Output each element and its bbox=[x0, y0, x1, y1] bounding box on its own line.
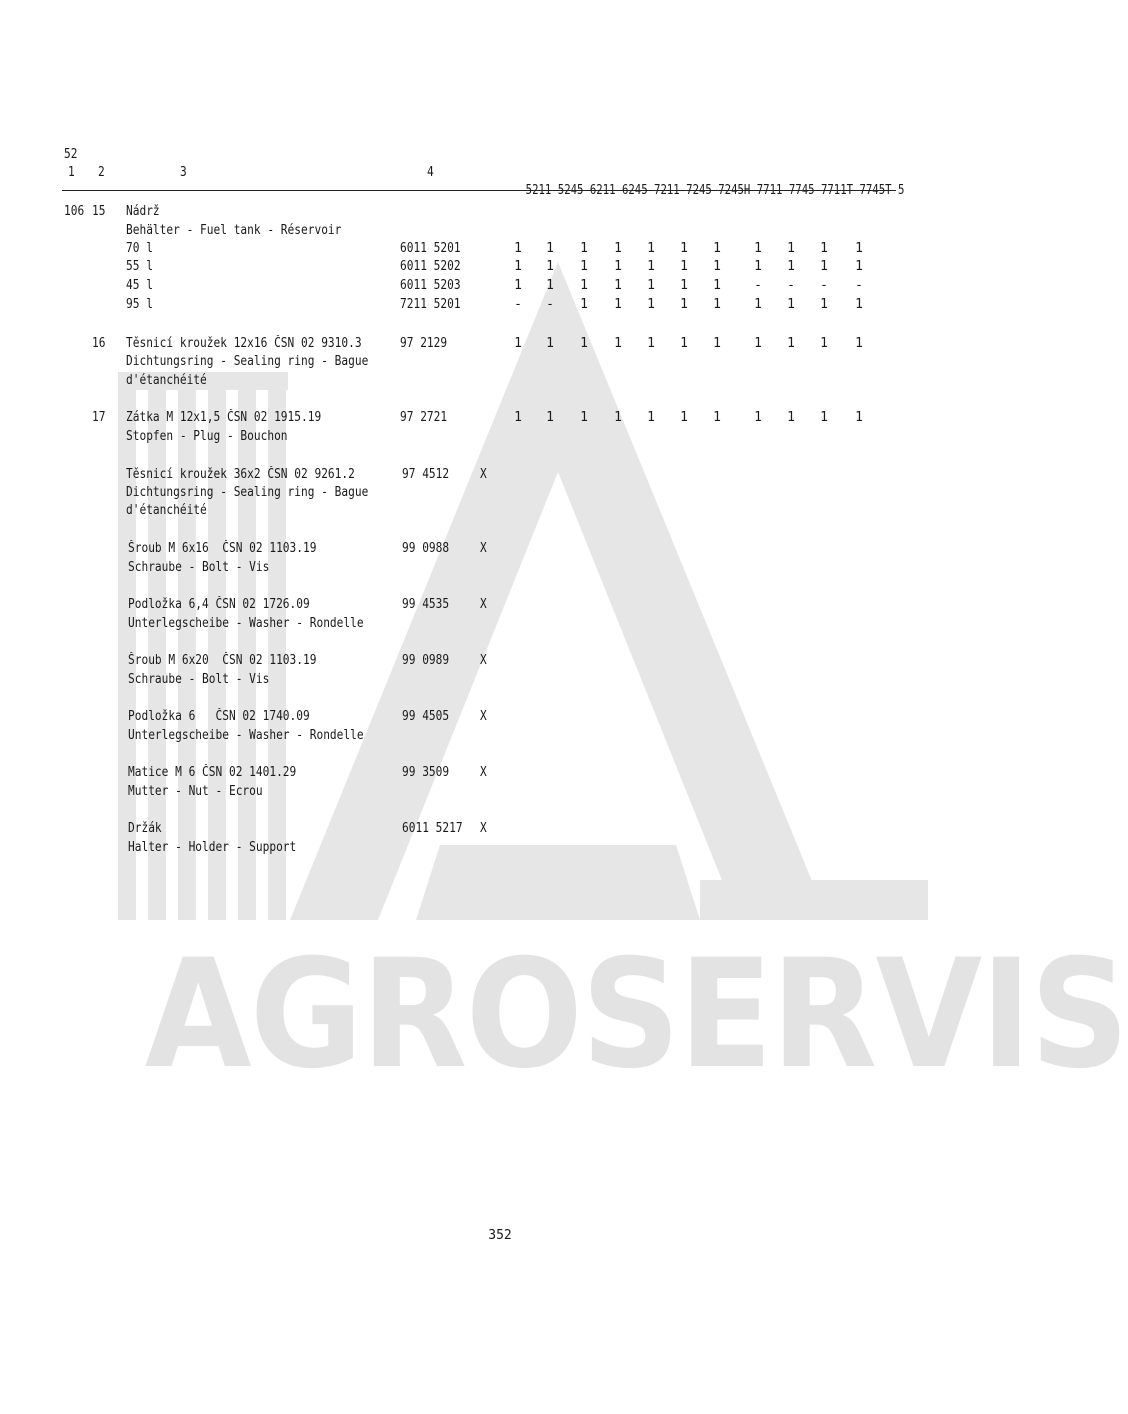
item-description: Podložka 6 ČSN 02 1740.09 bbox=[128, 709, 310, 724]
item-description: Dichtungsring - Sealing ring - Bague bbox=[126, 485, 369, 500]
qty-cell: 1 bbox=[787, 297, 795, 312]
qty-cell: 1 bbox=[580, 410, 588, 425]
col-header-4: 4 bbox=[427, 165, 434, 180]
variant-label: 55 l bbox=[126, 259, 153, 274]
item-sub-position: 17 bbox=[92, 410, 106, 425]
item-description: Dichtungsring - Sealing ring - Bague bbox=[126, 354, 369, 369]
col-header-1: 1 bbox=[68, 165, 75, 180]
model-columns-header bbox=[500, 164, 904, 218]
col-header-5: 5 bbox=[897, 183, 905, 198]
qty-cell: 1 bbox=[855, 241, 863, 256]
item-description: Zátka M 12x1,5 ČSN 02 1915.19 bbox=[126, 410, 322, 425]
page-number: 352 bbox=[488, 1228, 512, 1243]
qty-cell: 1 bbox=[514, 241, 522, 256]
part-number: 99 4505 bbox=[402, 709, 450, 724]
qty-cell: 1 bbox=[855, 336, 863, 351]
part-number: 99 3509 bbox=[402, 765, 450, 780]
qty-cell: 1 bbox=[614, 297, 622, 312]
part-number: 7211 5201 bbox=[400, 297, 461, 312]
variant-label: 45 l bbox=[126, 278, 153, 293]
qty-cell: 1 bbox=[514, 259, 522, 274]
qty-cell: 1 bbox=[820, 259, 828, 274]
qty-cell: 1 bbox=[713, 278, 721, 293]
model-col: 7745T bbox=[859, 183, 892, 198]
part-number: 6011 5202 bbox=[400, 259, 461, 274]
qty-cell: - bbox=[855, 278, 863, 293]
qty-cell: 1 bbox=[787, 336, 795, 351]
qty-cell: 1 bbox=[580, 297, 588, 312]
item-description: Nádrž bbox=[126, 204, 160, 219]
qty-cell: 1 bbox=[754, 336, 762, 351]
qty-cell: 1 bbox=[820, 336, 828, 351]
qty-cell: 1 bbox=[713, 241, 721, 256]
item-description: Halter - Holder - Support bbox=[128, 840, 297, 855]
qty-cell: 1 bbox=[787, 259, 795, 274]
applicability-mark: X bbox=[480, 653, 487, 668]
item-description: Schraube - Bolt - Vis bbox=[128, 560, 270, 575]
qty-cell: 1 bbox=[580, 278, 588, 293]
item-description: Držák bbox=[128, 821, 162, 836]
qty-cell: 1 bbox=[680, 259, 688, 274]
model-col: 7711 bbox=[756, 183, 783, 198]
model-col: 7245H bbox=[718, 183, 751, 198]
qty-cell: 1 bbox=[614, 278, 622, 293]
item-sub-position: 16 bbox=[92, 336, 106, 351]
qty-cell: 1 bbox=[546, 241, 554, 256]
model-col: 6211 bbox=[589, 183, 616, 198]
part-number: 97 4512 bbox=[402, 467, 450, 482]
qty-cell: 1 bbox=[713, 297, 721, 312]
item-sub-position: 15 bbox=[92, 204, 106, 219]
item-description: Podložka 6,4 ČSN 02 1726.09 bbox=[128, 597, 310, 612]
applicability-mark: X bbox=[480, 597, 487, 612]
qty-cell: 1 bbox=[713, 336, 721, 351]
part-number: 99 0988 bbox=[402, 541, 450, 556]
applicability-mark: X bbox=[480, 709, 487, 724]
item-description: Schraube - Bolt - Vis bbox=[128, 672, 270, 687]
qty-cell: 1 bbox=[546, 278, 554, 293]
qty-cell: 1 bbox=[855, 259, 863, 274]
qty-cell: 1 bbox=[647, 336, 655, 351]
qty-cell: 1 bbox=[680, 278, 688, 293]
part-number: 6011 5201 bbox=[400, 241, 461, 256]
qty-cell: 1 bbox=[514, 336, 522, 351]
part-number: 6011 5217 bbox=[402, 821, 463, 836]
part-number: 6011 5203 bbox=[400, 278, 461, 293]
item-description: Unterlegscheibe - Washer - Rondelle bbox=[128, 728, 364, 743]
item-description: Unterlegscheibe - Washer - Rondelle bbox=[128, 616, 364, 631]
applicability-mark: X bbox=[480, 541, 487, 556]
qty-cell: 1 bbox=[855, 297, 863, 312]
qty-cell: - bbox=[754, 278, 762, 293]
page-ref: 52 bbox=[64, 147, 78, 162]
item-description: Behälter - Fuel tank - Réservoir bbox=[126, 223, 342, 238]
applicability-mark: X bbox=[480, 765, 487, 780]
part-number: 99 0989 bbox=[402, 653, 450, 668]
item-description: d'étanchéité bbox=[126, 503, 207, 518]
qty-cell: - bbox=[820, 278, 828, 293]
qty-cell: 1 bbox=[754, 259, 762, 274]
item-description: Šroub M 6x16 ČSN 02 1103.19 bbox=[128, 541, 317, 556]
model-col: 7745 bbox=[788, 183, 815, 198]
qty-cell: 1 bbox=[787, 241, 795, 256]
qty-cell: 1 bbox=[514, 410, 522, 425]
header-rule bbox=[62, 190, 896, 191]
watermark-text: AGROSERVIS bbox=[144, 928, 1128, 1102]
qty-cell: 1 bbox=[787, 410, 795, 425]
qty-cell: 1 bbox=[713, 259, 721, 274]
qty-cell: 1 bbox=[754, 241, 762, 256]
qty-cell: 1 bbox=[680, 241, 688, 256]
qty-cell: 1 bbox=[820, 241, 828, 256]
item-description: Mutter - Nut - Ecrou bbox=[128, 784, 263, 799]
qty-cell: 1 bbox=[580, 336, 588, 351]
qty-cell: 1 bbox=[614, 259, 622, 274]
qty-cell: 1 bbox=[514, 278, 522, 293]
qty-cell: 1 bbox=[614, 241, 622, 256]
qty-cell: 1 bbox=[647, 297, 655, 312]
qty-cell: 1 bbox=[647, 278, 655, 293]
qty-cell: 1 bbox=[680, 410, 688, 425]
qty-cell: 1 bbox=[546, 336, 554, 351]
qty-cell: 1 bbox=[680, 336, 688, 351]
model-col: 5211 bbox=[525, 183, 552, 198]
qty-cell: 1 bbox=[614, 336, 622, 351]
part-number: 99 4535 bbox=[402, 597, 450, 612]
model-col: 7711T bbox=[820, 183, 854, 198]
part-number: 97 2721 bbox=[400, 410, 448, 425]
qty-cell: - bbox=[546, 297, 554, 312]
qty-cell: 1 bbox=[580, 241, 588, 256]
applicability-mark: X bbox=[480, 821, 487, 836]
col-header-2: 2 bbox=[98, 165, 105, 180]
qty-cell: 1 bbox=[713, 410, 721, 425]
applicability-mark: X bbox=[480, 467, 487, 482]
model-col: 7211 bbox=[654, 183, 680, 198]
qty-cell: 1 bbox=[680, 297, 688, 312]
variant-label: 95 l bbox=[126, 297, 153, 312]
item-description: Stopfen - Plug - Bouchon bbox=[126, 429, 288, 444]
item-description: Šroub M 6x20 ČSN 02 1103.19 bbox=[128, 653, 317, 668]
qty-cell: 1 bbox=[647, 259, 655, 274]
model-col: 5245 bbox=[557, 183, 584, 198]
item-description: Matice M 6 ČSN 02 1401.29 bbox=[128, 765, 297, 780]
item-description: Těsnicí kroužek 12x16 ČSN 02 9310.3 bbox=[126, 336, 362, 351]
qty-cell: 1 bbox=[647, 241, 655, 256]
qty-cell: 1 bbox=[855, 410, 863, 425]
qty-cell: 1 bbox=[614, 410, 622, 425]
qty-cell: 1 bbox=[580, 259, 588, 274]
model-col: 7245 bbox=[686, 183, 712, 198]
qty-cell: 1 bbox=[754, 410, 762, 425]
variant-label: 70 l bbox=[126, 241, 153, 256]
qty-cell: 1 bbox=[647, 410, 655, 425]
qty-cell: - bbox=[514, 297, 522, 312]
col-header-3: 3 bbox=[180, 165, 187, 180]
item-description: d'étanchéité bbox=[126, 373, 207, 388]
qty-cell: 1 bbox=[820, 297, 828, 312]
part-number: 97 2129 bbox=[400, 336, 448, 351]
item-description: Těsnicí kroužek 36x2 ČSN 02 9261.2 bbox=[126, 467, 355, 482]
qty-cell: 1 bbox=[546, 410, 554, 425]
item-position: 106 bbox=[64, 204, 85, 219]
qty-cell: 1 bbox=[754, 297, 762, 312]
qty-cell: 1 bbox=[546, 259, 554, 274]
qty-cell: 1 bbox=[820, 410, 828, 425]
model-col: 6245 bbox=[621, 183, 648, 198]
qty-cell: - bbox=[787, 278, 795, 293]
